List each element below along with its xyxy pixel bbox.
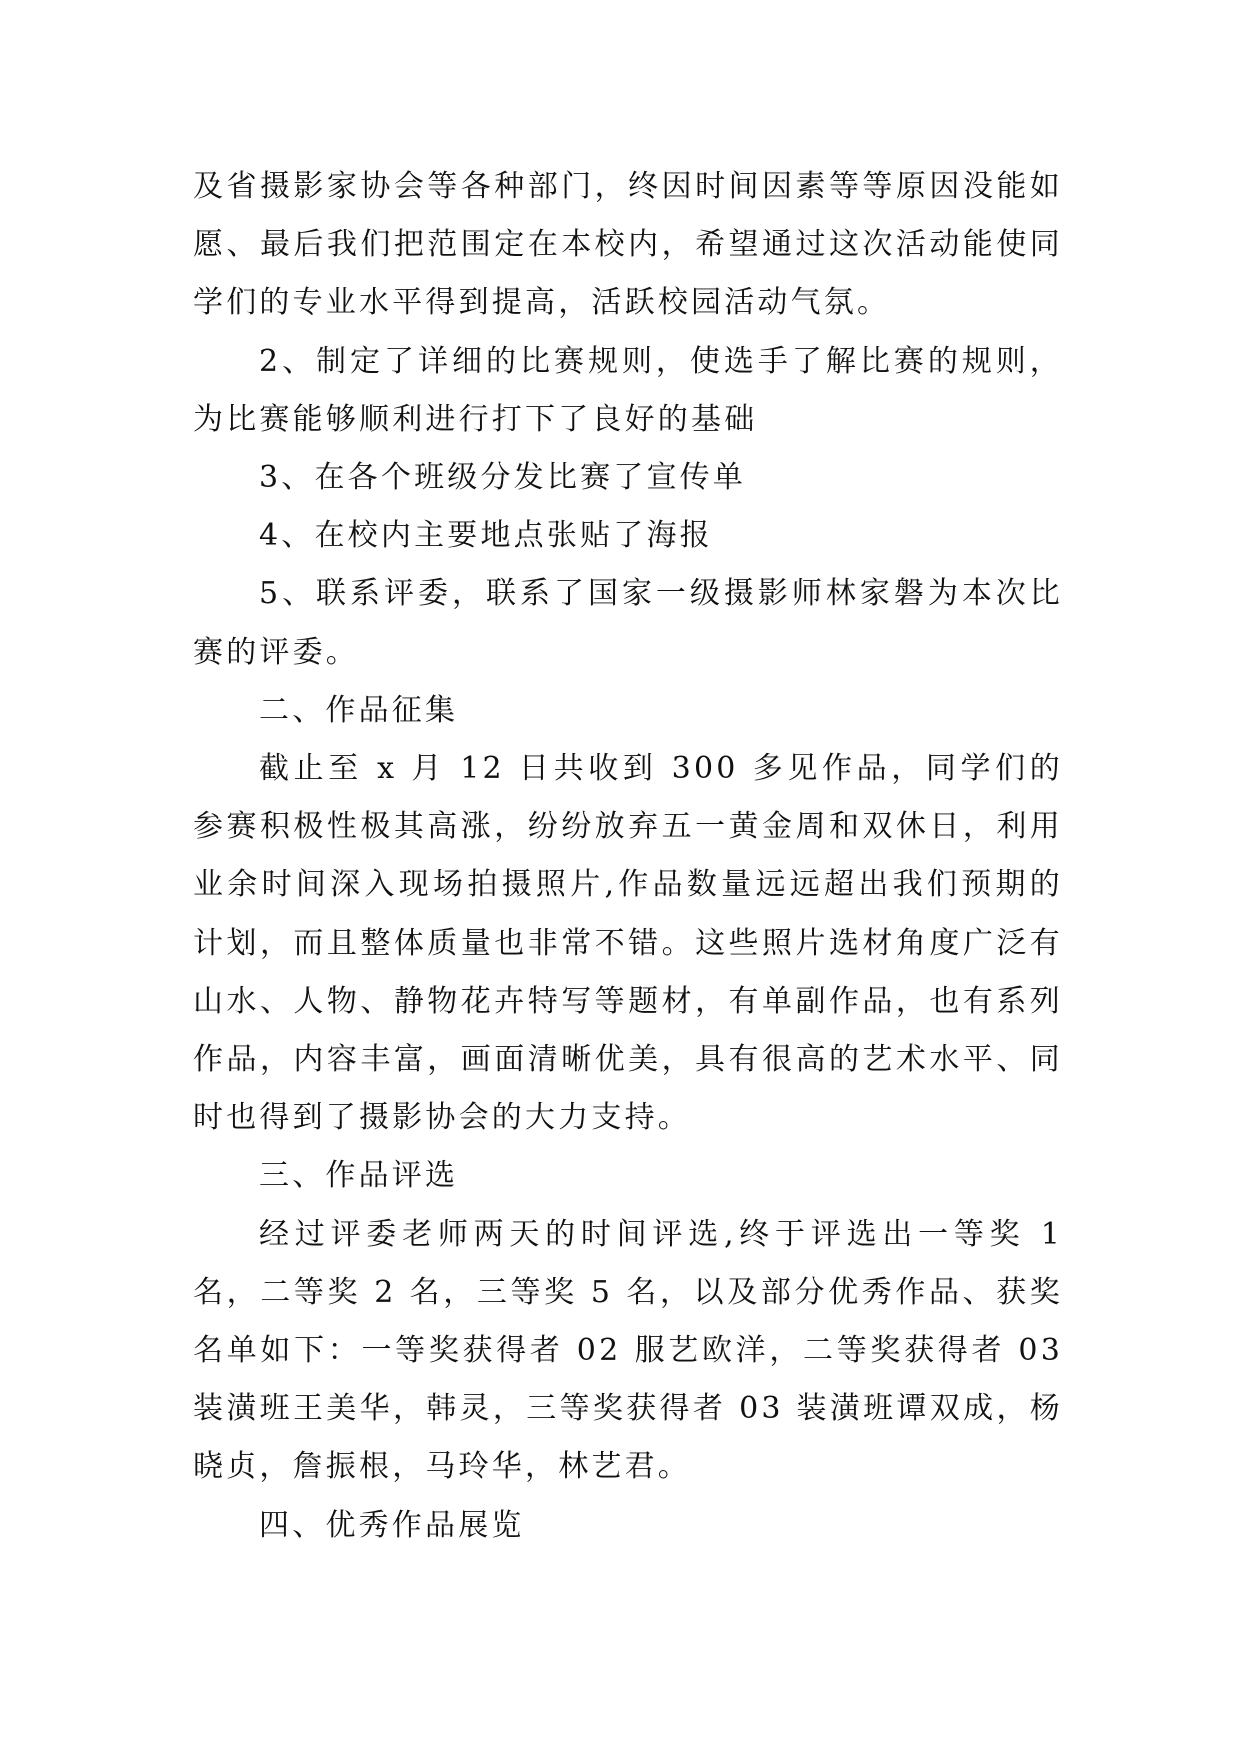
paragraph-item-5-judges: 5、联系评委，联系了国家一级摄影师林家磐为本次比赛的评委。 (193, 576, 1063, 670)
section-heading-exhibition: 四、优秀作品展览 (259, 1507, 525, 1543)
paragraph-item-3-flyers: 3、在各个班级分发比赛了宣传单 (259, 460, 747, 496)
document-body (193, 158, 1063, 1555)
paragraph-item-2-rules: 2、制定了详细的比赛规则，使选手了解比赛的规则，为比赛能够顺利进行打下了良好的基础 (193, 343, 1063, 437)
section-heading-judging: 三、作品评选 (259, 1158, 459, 1194)
paragraph-collection-details: 截止至 x 月 12 日共收到 300 多见作品，同学们的参赛积极性极其高涨，纷纷放弃五一黄金周和双休日，利用业余时间深入现场拍摄照片,作品数量远远超出我们预期的计划，而且整体质量也非常不错。这些照片选材角度广泛有山水、人物、静物花卉特写等题材，有单副作品，也有系列作品，内容丰富，画面清晰优美，具有很高的艺术水平、同时也得到了摄影协会的大力支持。 (193, 751, 1063, 1136)
paragraph-judging-results: 经过评委老师两天的时间评选,终于评选出一等奖 1 名，二等奖 2 名，三等奖 5 名，以及部分优秀作品、获奖名单如下：一等奖获得者 02 服艺欧洋，二等奖获得者 03 装潢班王美华，韩灵，三等奖获得者 03 装潢班谭双成，杨晓贞，詹振根，马玲华，林艺君。 (193, 1216, 1063, 1485)
section-heading-collection: 二、作品征集 (259, 692, 459, 728)
paragraph-intro-continuation: 及省摄影家协会等各种部门，终因时间因素等等原因没能如愿、最后我们把范围定在本校内，希望通过这次活动能使同学们的专业水平得到提高，活跃校园活动气氛。 (193, 169, 1063, 321)
paragraph-item-4-posters: 4、在校内主要地点张贴了海报 (259, 518, 713, 554)
